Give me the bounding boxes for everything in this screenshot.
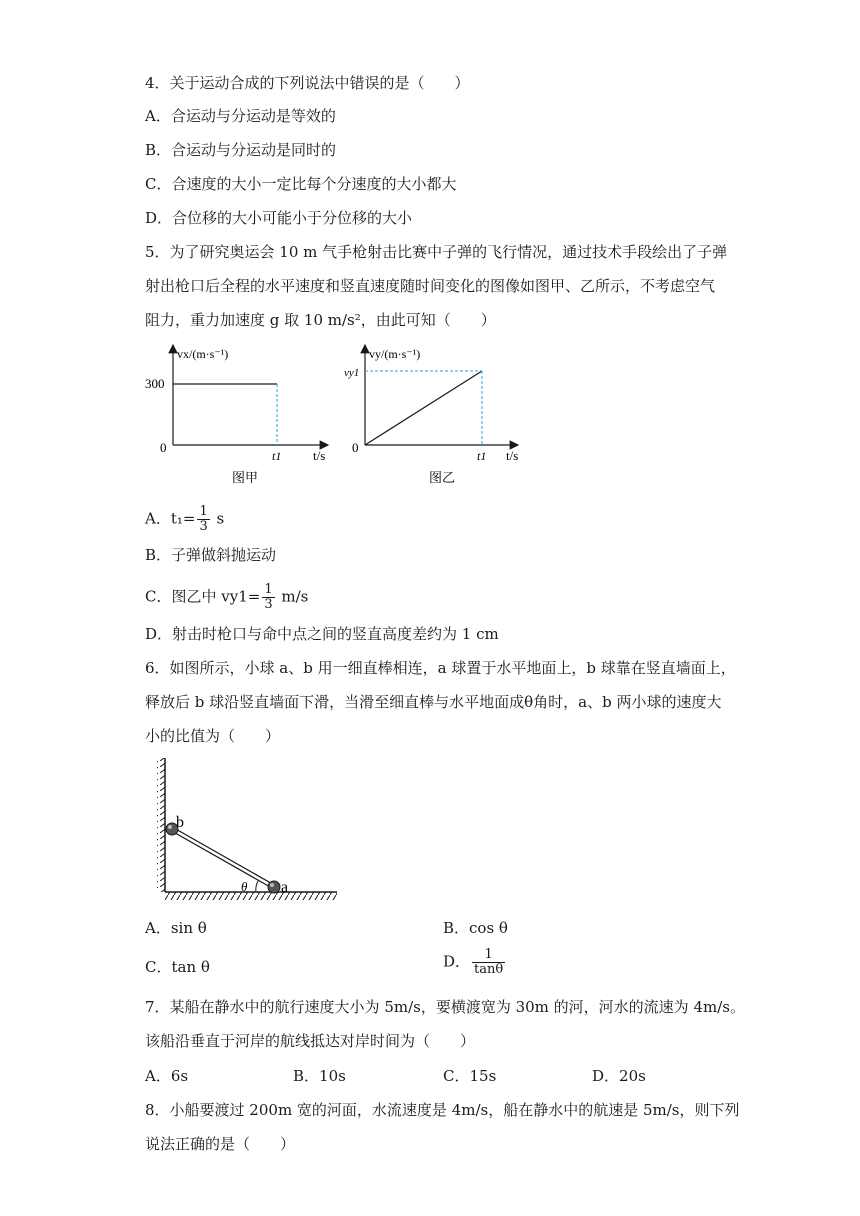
q6-option-a: A．sin θ: [145, 919, 207, 937]
wall-hatch: [157, 758, 165, 892]
fig-b-caption: 图乙: [429, 470, 456, 485]
q5-option-b: B．子弹做斜抛运动: [145, 546, 277, 564]
vy-x-label: t/s: [506, 448, 519, 463]
vx-x-tick: t1: [272, 449, 282, 463]
q6-stem-line-3: 小的比值为（ ）: [145, 727, 281, 745]
vy-origin: 0: [352, 440, 359, 455]
vy-y-label: vy/(m·s⁻¹): [369, 347, 421, 361]
q6-option-b: B．cos θ: [443, 919, 508, 937]
fraction: [197, 505, 209, 534]
q6-option-d-prefix: D．: [443, 952, 471, 971]
q7-stem-line-2: 该船沿垂直于河岸的航线抵达对岸时间为（ ）: [145, 1032, 476, 1050]
vy-line: [365, 371, 482, 445]
q7-stem-line-1: 7．某船在静水中的航行速度大小为 5m/s，要横渡宽为 30m 的河，河水的流速为 4m/s。: [145, 998, 745, 1016]
vy-t-graph: [344, 345, 518, 485]
fraction-den: 3: [199, 519, 208, 534]
q4-option-c: C．合速度的大小一定比每个分速度的大小都大: [145, 175, 457, 193]
q5-option-c: [145, 583, 308, 612]
fraction-num: 1: [199, 504, 208, 519]
vy-y-tick: vy1: [344, 367, 360, 379]
q8-stem-line-2: 说法正确的是（ ）: [145, 1135, 296, 1153]
q5-stem-line-1: 5．为了研究奥运会 10 m 气手枪射击比赛中子弹的飞行情况，通过技术手段绘出了子弹: [145, 243, 728, 261]
theta-arc: [256, 881, 258, 892]
fraction-den: tanθ: [474, 962, 504, 977]
q6-option-d: [443, 948, 507, 977]
fraction: [472, 948, 505, 977]
q6-figure: [150, 755, 350, 905]
fraction: [262, 583, 274, 612]
ball-b-shine: [168, 825, 172, 829]
ball-a: [268, 881, 280, 893]
q7-option-a: A．6s: [145, 1067, 189, 1085]
label-b: b: [176, 814, 184, 831]
fig-a-caption: 图甲: [232, 470, 259, 485]
q7-option-c: C．15s: [443, 1067, 497, 1085]
q4-stem: 4．关于运动合成的下列说法中错误的是（ ）: [145, 74, 470, 92]
vx-y-tick: 300: [145, 376, 165, 391]
vy-x-tick: t1: [477, 449, 487, 463]
ball-a-shine: [270, 883, 274, 887]
q4-option-d: D．合位移的大小可能小于分位移的大小: [145, 209, 413, 227]
q7-option-d: D．20s: [592, 1067, 646, 1085]
q5-stem-line-3: 阻力，重力加速度 g 取 10 m/s²，由此可知（ ）: [145, 311, 496, 329]
vx-y-label: vx/(m·s⁻¹): [177, 347, 229, 361]
label-a: a: [281, 879, 289, 896]
q5-option-a-suffix: s: [211, 509, 225, 528]
q6-stem-line-1: 6．如图所示，小球 a、b 用一细直棒相连，a 球置于水平地面上，b 球靠在竖直墙面上，: [145, 659, 736, 677]
fraction-den: 3: [264, 597, 273, 612]
q6-stem-line-2: 释放后 b 球沿竖直墙面下滑，当滑至细直棒与水平地面成θ角时，a、b 两小球的速度大: [145, 693, 722, 711]
vx-origin: 0: [160, 440, 167, 455]
q4-option-b: B．合运动与分运动是同时的: [145, 141, 337, 159]
q5-option-a: [145, 505, 224, 534]
vx-t-graph: [145, 345, 328, 485]
fraction-num: 1: [472, 948, 505, 963]
q5-stem-line-2: 射出枪口后全程的水平速度和竖直速度随时间变化的图像如图甲、乙所示，不考虑空气: [145, 277, 716, 295]
vx-x-label: t/s: [313, 448, 326, 463]
fraction-num: 1: [264, 582, 273, 597]
q6-option-c: C．tan θ: [145, 958, 210, 976]
label-theta: θ: [241, 879, 248, 894]
q8-stem-line-1: 8．小船要渡过 200m 宽的河面，水流速度是 4m/s，船在静水中的航速是 5m/s，则下列: [145, 1101, 740, 1119]
q4-option-a: A．合运动与分运动是等效的: [145, 107, 336, 125]
q5-option-c-suffix: m/s: [276, 587, 309, 606]
rod-inner: [172, 829, 274, 887]
q5-figure: [140, 338, 540, 490]
q5-option-c-prefix: C．图乙中 vy1=: [145, 587, 261, 606]
q5-option-a-prefix: A．t₁=: [145, 509, 196, 528]
q7-option-b: B．10s: [293, 1067, 346, 1085]
q5-option-d: D．射击时枪口与命中点之间的竖直高度差约为 1 cm: [145, 625, 499, 643]
ground-hatch: [165, 892, 337, 900]
